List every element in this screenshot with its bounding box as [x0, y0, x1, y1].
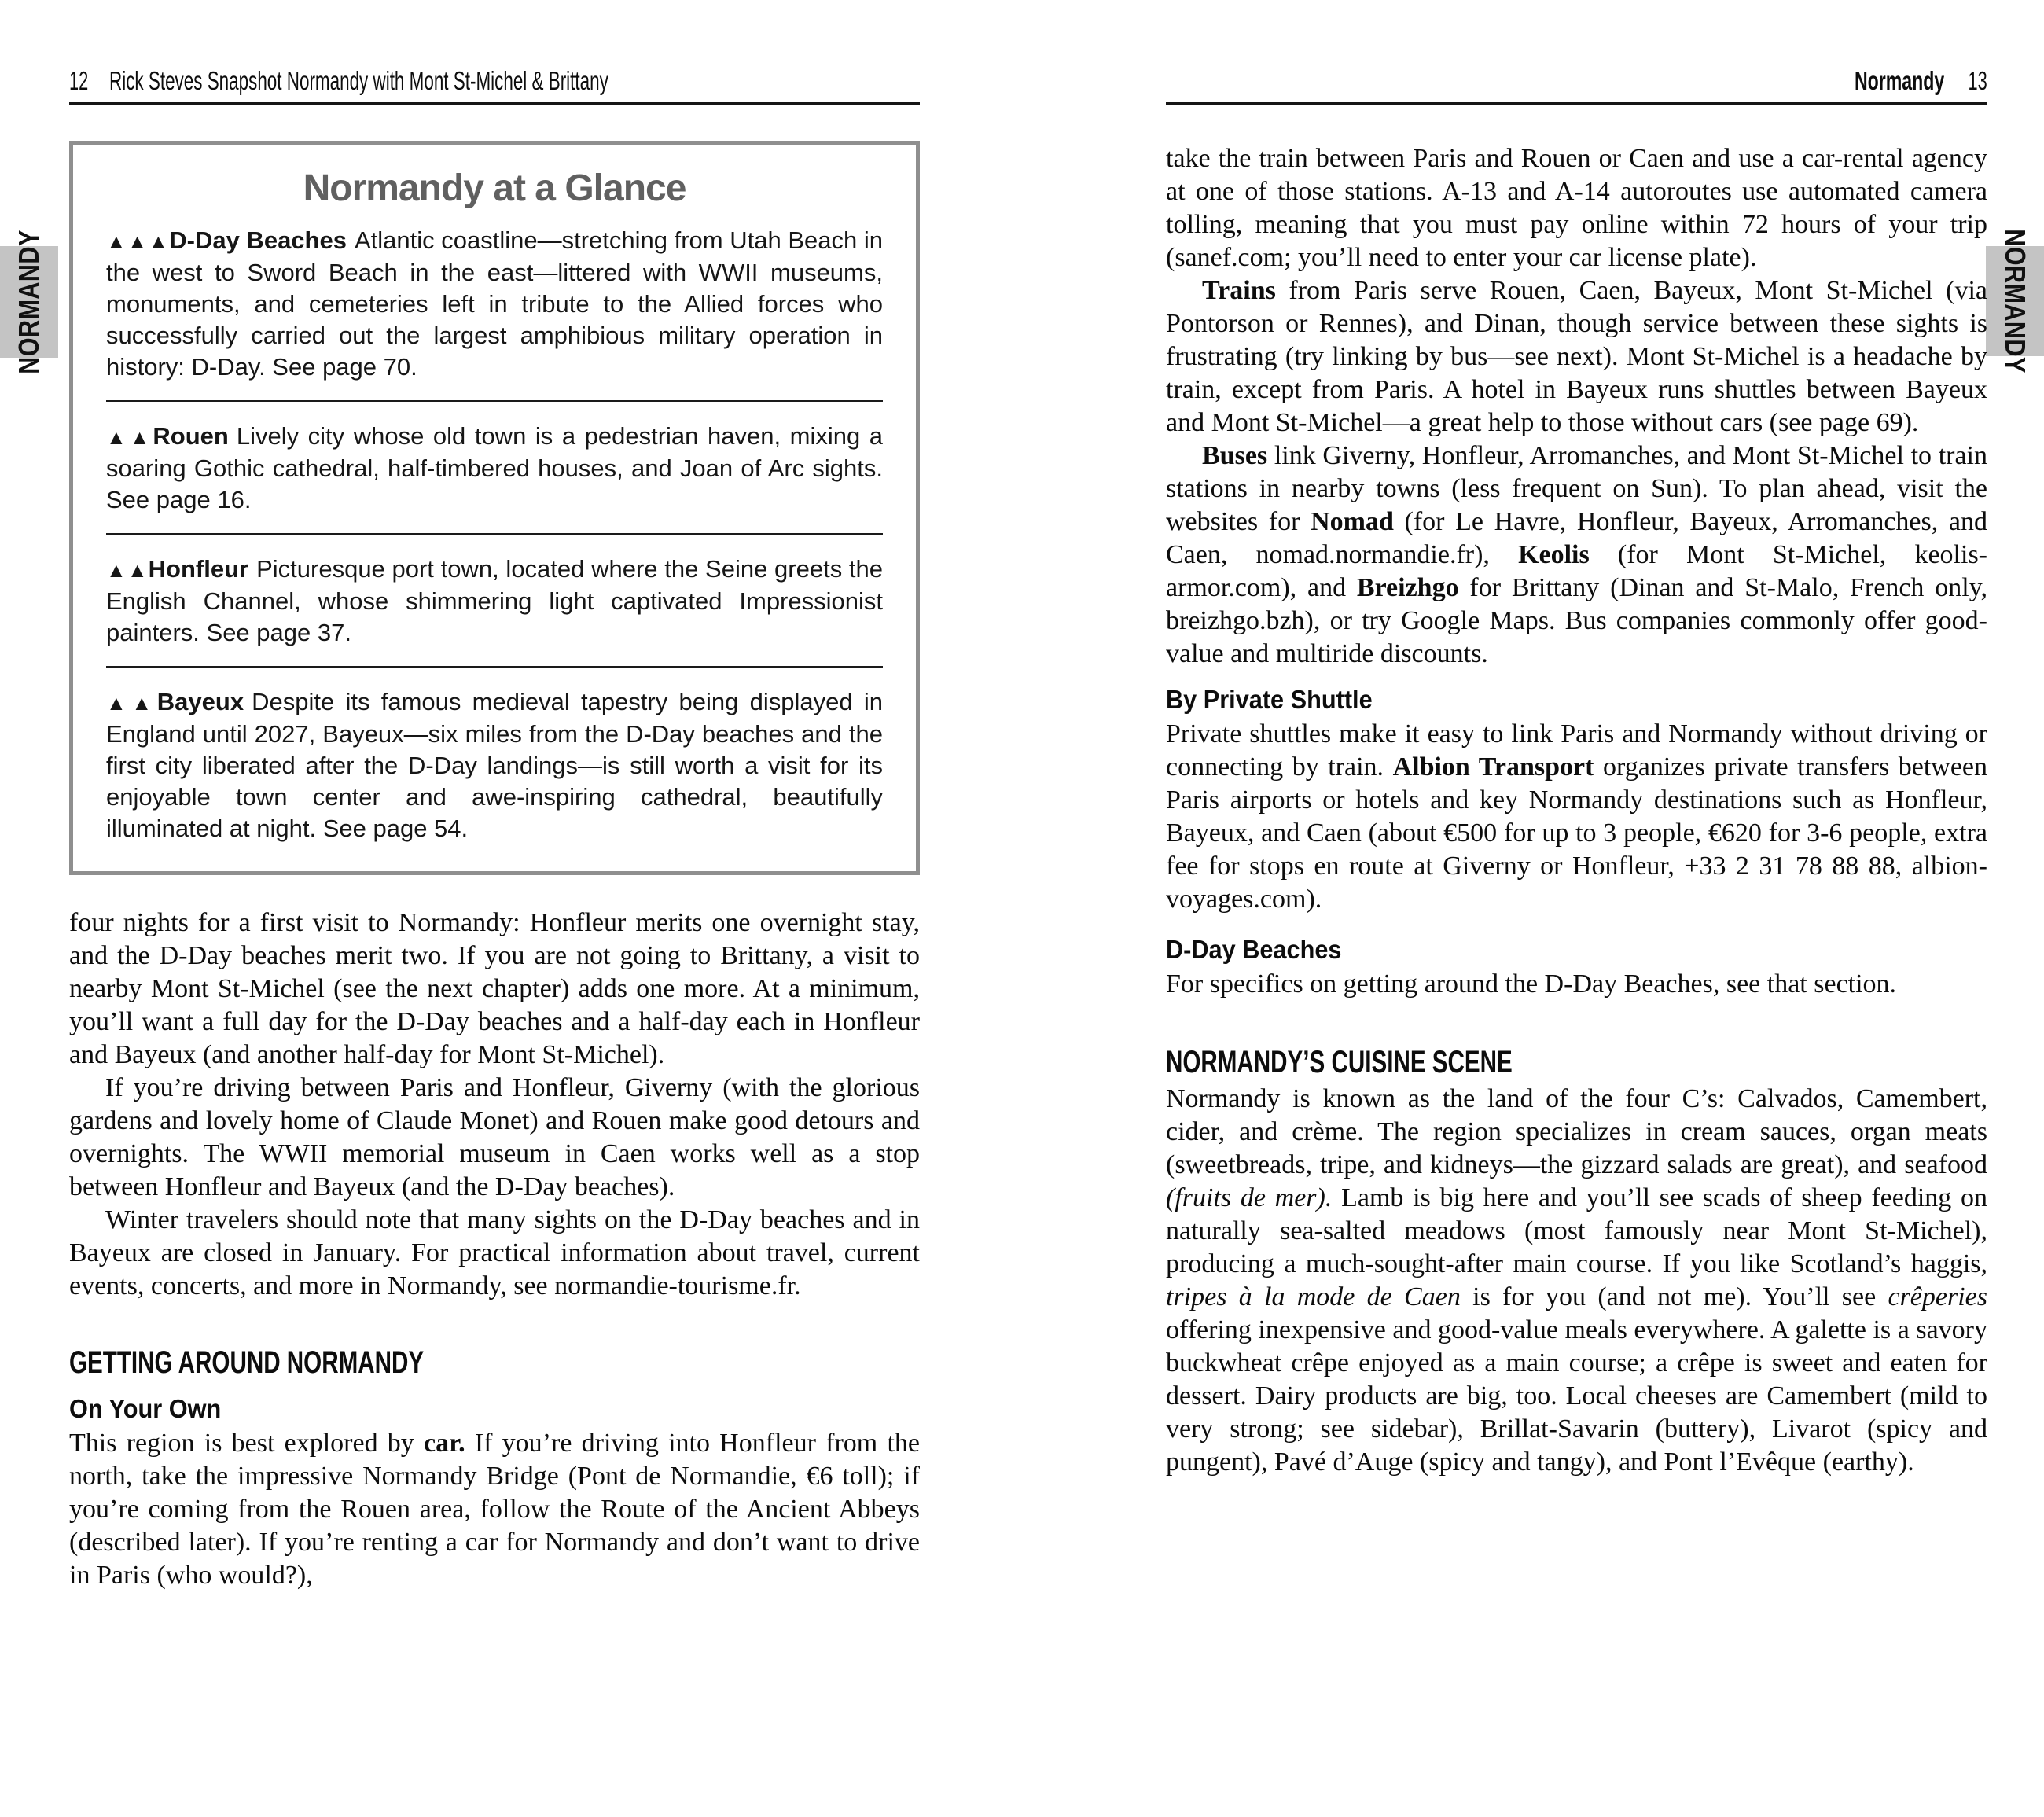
- body-paragraph: Normandy is known as the land of the four C’s: Calvados, Camembert, cider, and crème. The region specializes in cream sauces, organ meats (sweetbreads, tripe, and kidneys—the gizzard salads are great), and seafood (fruits de mer). Lamb is big here and you’ll see scads of sheep feeding on naturally sea-salted meadows (most famously near Mont St-Michel), producing a much-sought-after main course. If you like Scotland’s haggis, tripes à la mode de Caen is for you (and not me). You’ll see crêperies offering inexpensive and good-value meals everywhere. A galette is a savory buckwheat crêpe enjoyed as a main course; a crêpe is sweet and eaten for dessert. Dairy products are big, too. Local cheeses are Camembert (mild to very strong; see sidebar), Brillat-Savarin (buttery), Livarot (spicy and pungent), Pavé d’Auge (spicy and tangy), and Pont l’Evêque (earthy).: [1166, 1084, 1987, 1477]
- tab-label: NORMANDY: [1999, 229, 2031, 373]
- entry-divider: [106, 533, 883, 535]
- header-rule: [1166, 102, 1987, 105]
- sight-name: Honfleur: [148, 555, 249, 583]
- section-heading-cuisine-scene: NORMANDY’S CUISINE SCENE: [1166, 1045, 1513, 1080]
- running-title: Rick Steves Snapshot Normandy with Mont St-Michel & Brittany: [108, 66, 608, 95]
- glance-box: [69, 141, 920, 875]
- body-paragraph: take the train between Paris and Rouen or Caen and use a car-rental agency at one of those stations. A-13 and A-14 autoroutes use automated camera tolling, meaning that you must pay online within 72 hours of your trip (sanef.com; you’ll need to enter your car license plate).: [1166, 144, 1987, 272]
- sight-description: Despite its famous medieval tapestry being displayed in England until 2027, Bayeux—six miles from the D-Day beaches and the first city liberated after the D-Day landings—is still worth a visit for its enjoyable town center and awe-inspiring cathedral, beautifully illuminated at night. See page 54.: [106, 688, 883, 842]
- body-paragraph: four nights for a first visit to Normandy: Honfleur merits one overnight stay, and the D-Day beaches merit two. If you are not going to Brittany, a visit to nearby Mont St-Michel (see the next chapter) adds one more. At a minimum, you’ll want a full day for the D-Day beaches and a half-day each in Honfleur and Bayeux (and another half-day for Mont St-Michel).: [69, 908, 920, 1069]
- body-paragraph: Winter travelers should note that many sights on the D-Day beaches and in Bayeux are closed in January. For practical information about travel, current events, concerts, and more in Normandy, see normandie-tourisme.fr.: [69, 1205, 920, 1300]
- body-paragraph: This region is best explored by car. If you’re driving into Honfleur from the north, take the impressive Normandy Bridge (Pont de Normandie, €6 toll); if you’re coming from the Rouen area, follow the Route of the Ancient Abbeys (described later). If you’re renting a car for Normandy and don’t want to drive in Paris (who would?),: [69, 1429, 920, 1590]
- rating-triangles: ▲▲▲: [106, 230, 170, 253]
- subsection-heading-dday-beaches: D-Day Beaches: [1166, 935, 1342, 964]
- subsection-heading-on-your-own: On Your Own: [69, 1394, 222, 1423]
- header-rule: [69, 102, 920, 105]
- body-paragraph: Trains from Paris serve Rouen, Caen, Bayeux, Mont St-Michel (via Pontorson or Rennes), and Dinan, though service between these sights is frustrating (try linking by bus—see next). Mont St-Michel is a headache by train, except from Paris. A hotel in Bayeux runs shuttles between Bayeux and Mont St-Michel—a great help to those without cars (see page 69).: [1166, 276, 1987, 437]
- sight-description: Picturesque port town, located where the Seine greets the English Channel, whose shimmering light captivated Impressionist painters. See page 37.: [106, 555, 883, 646]
- page-number: 12: [69, 66, 89, 95]
- glance-box-title: Normandy at a Glance: [303, 167, 686, 209]
- rating-triangles: ▲▲: [106, 425, 153, 449]
- entry-divider: [106, 666, 883, 668]
- page-number: 13: [1968, 66, 1987, 95]
- sight-description: Lively city whose old town is a pedestrian haven, mixing a soaring Gothic cathedral, half-timbered houses, and Joan of Arc sights. See page 16.: [106, 422, 884, 513]
- right-page: [1166, 68, 1987, 1479]
- rating-triangles: ▲▲: [106, 691, 157, 715]
- sight-description: Atlantic coastline—stretching from Utah Beach in the west to Sword Beach in the east—littered with WWII museums, monuments, and cemeteries left in tribute to the Allied forces who successfully carried out the largest amphibious military operation in history: D-Day. See page 70.: [106, 226, 884, 381]
- subsection-heading-private-shuttle: By Private Shuttle: [1166, 685, 1373, 714]
- sight-name: Bayeux: [156, 688, 244, 715]
- body-paragraph: For specifics on getting around the D-Day Beaches, see that section.: [1166, 969, 1897, 999]
- body-paragraph: Private shuttles make it easy to link Paris and Normandy without driving or connecting by train. Albion Transport organizes private transfers between Paris airports or hotels and key Normandy destinations such as Honfleur, Bayeux, and Caen (about €500 for up to 3 people, €620 for 3-6 people, extra fee for stops en route at Giverny or Honfleur, +33 2 31 78 88 88, albion-voyages.com).: [1166, 719, 1988, 914]
- glance-entry: [106, 686, 883, 844]
- glance-entry: [106, 554, 883, 649]
- sight-name: Rouen: [153, 422, 229, 450]
- tab-label: NORMANDY: [13, 230, 45, 374]
- normandy-tab-left: [0, 230, 58, 374]
- body-paragraph: If you’re driving between Paris and Honfleur, Giverny (with the glorious gardens and lovely home of Claude Monet) and Rouen make good detours and overnights. The WWII memorial museum in Caen works well as a stop between Honfleur and Bayeux (and the D-Day beaches).: [69, 1073, 920, 1201]
- page-header-right: [1166, 68, 1987, 94]
- glance-entry: [106, 421, 883, 516]
- normandy-tab-right: [1986, 229, 2044, 373]
- page-header-left: [69, 68, 920, 94]
- entry-divider: [106, 400, 883, 402]
- body-paragraph: Buses link Giverny, Honfleur, Arromanches, and Mont St-Michel to train stations in nearby towns (less frequent on Sun). To plan ahead, visit the websites for Nomad (for Le Havre, Honfleur, Bayeux, Arromanches, and Caen, nomad.normandie.fr), Keolis (for Mont St-Michel, keolis-armor.com), and Breizhgo for Brittany (Dinan and St-Malo, French only, breizhgo.bzh), or try Google Maps. Bus companies commonly offer good-value and multiride discounts.: [1166, 441, 1987, 668]
- section-heading-getting-around: GETTING AROUND NORMANDY: [69, 1345, 425, 1380]
- left-page: [69, 68, 920, 1592]
- sight-name: D-Day Beaches: [169, 226, 347, 254]
- rating-triangles: ▲▲: [106, 558, 149, 582]
- glance-entry: [106, 225, 883, 383]
- running-title: Normandy: [1855, 66, 1945, 95]
